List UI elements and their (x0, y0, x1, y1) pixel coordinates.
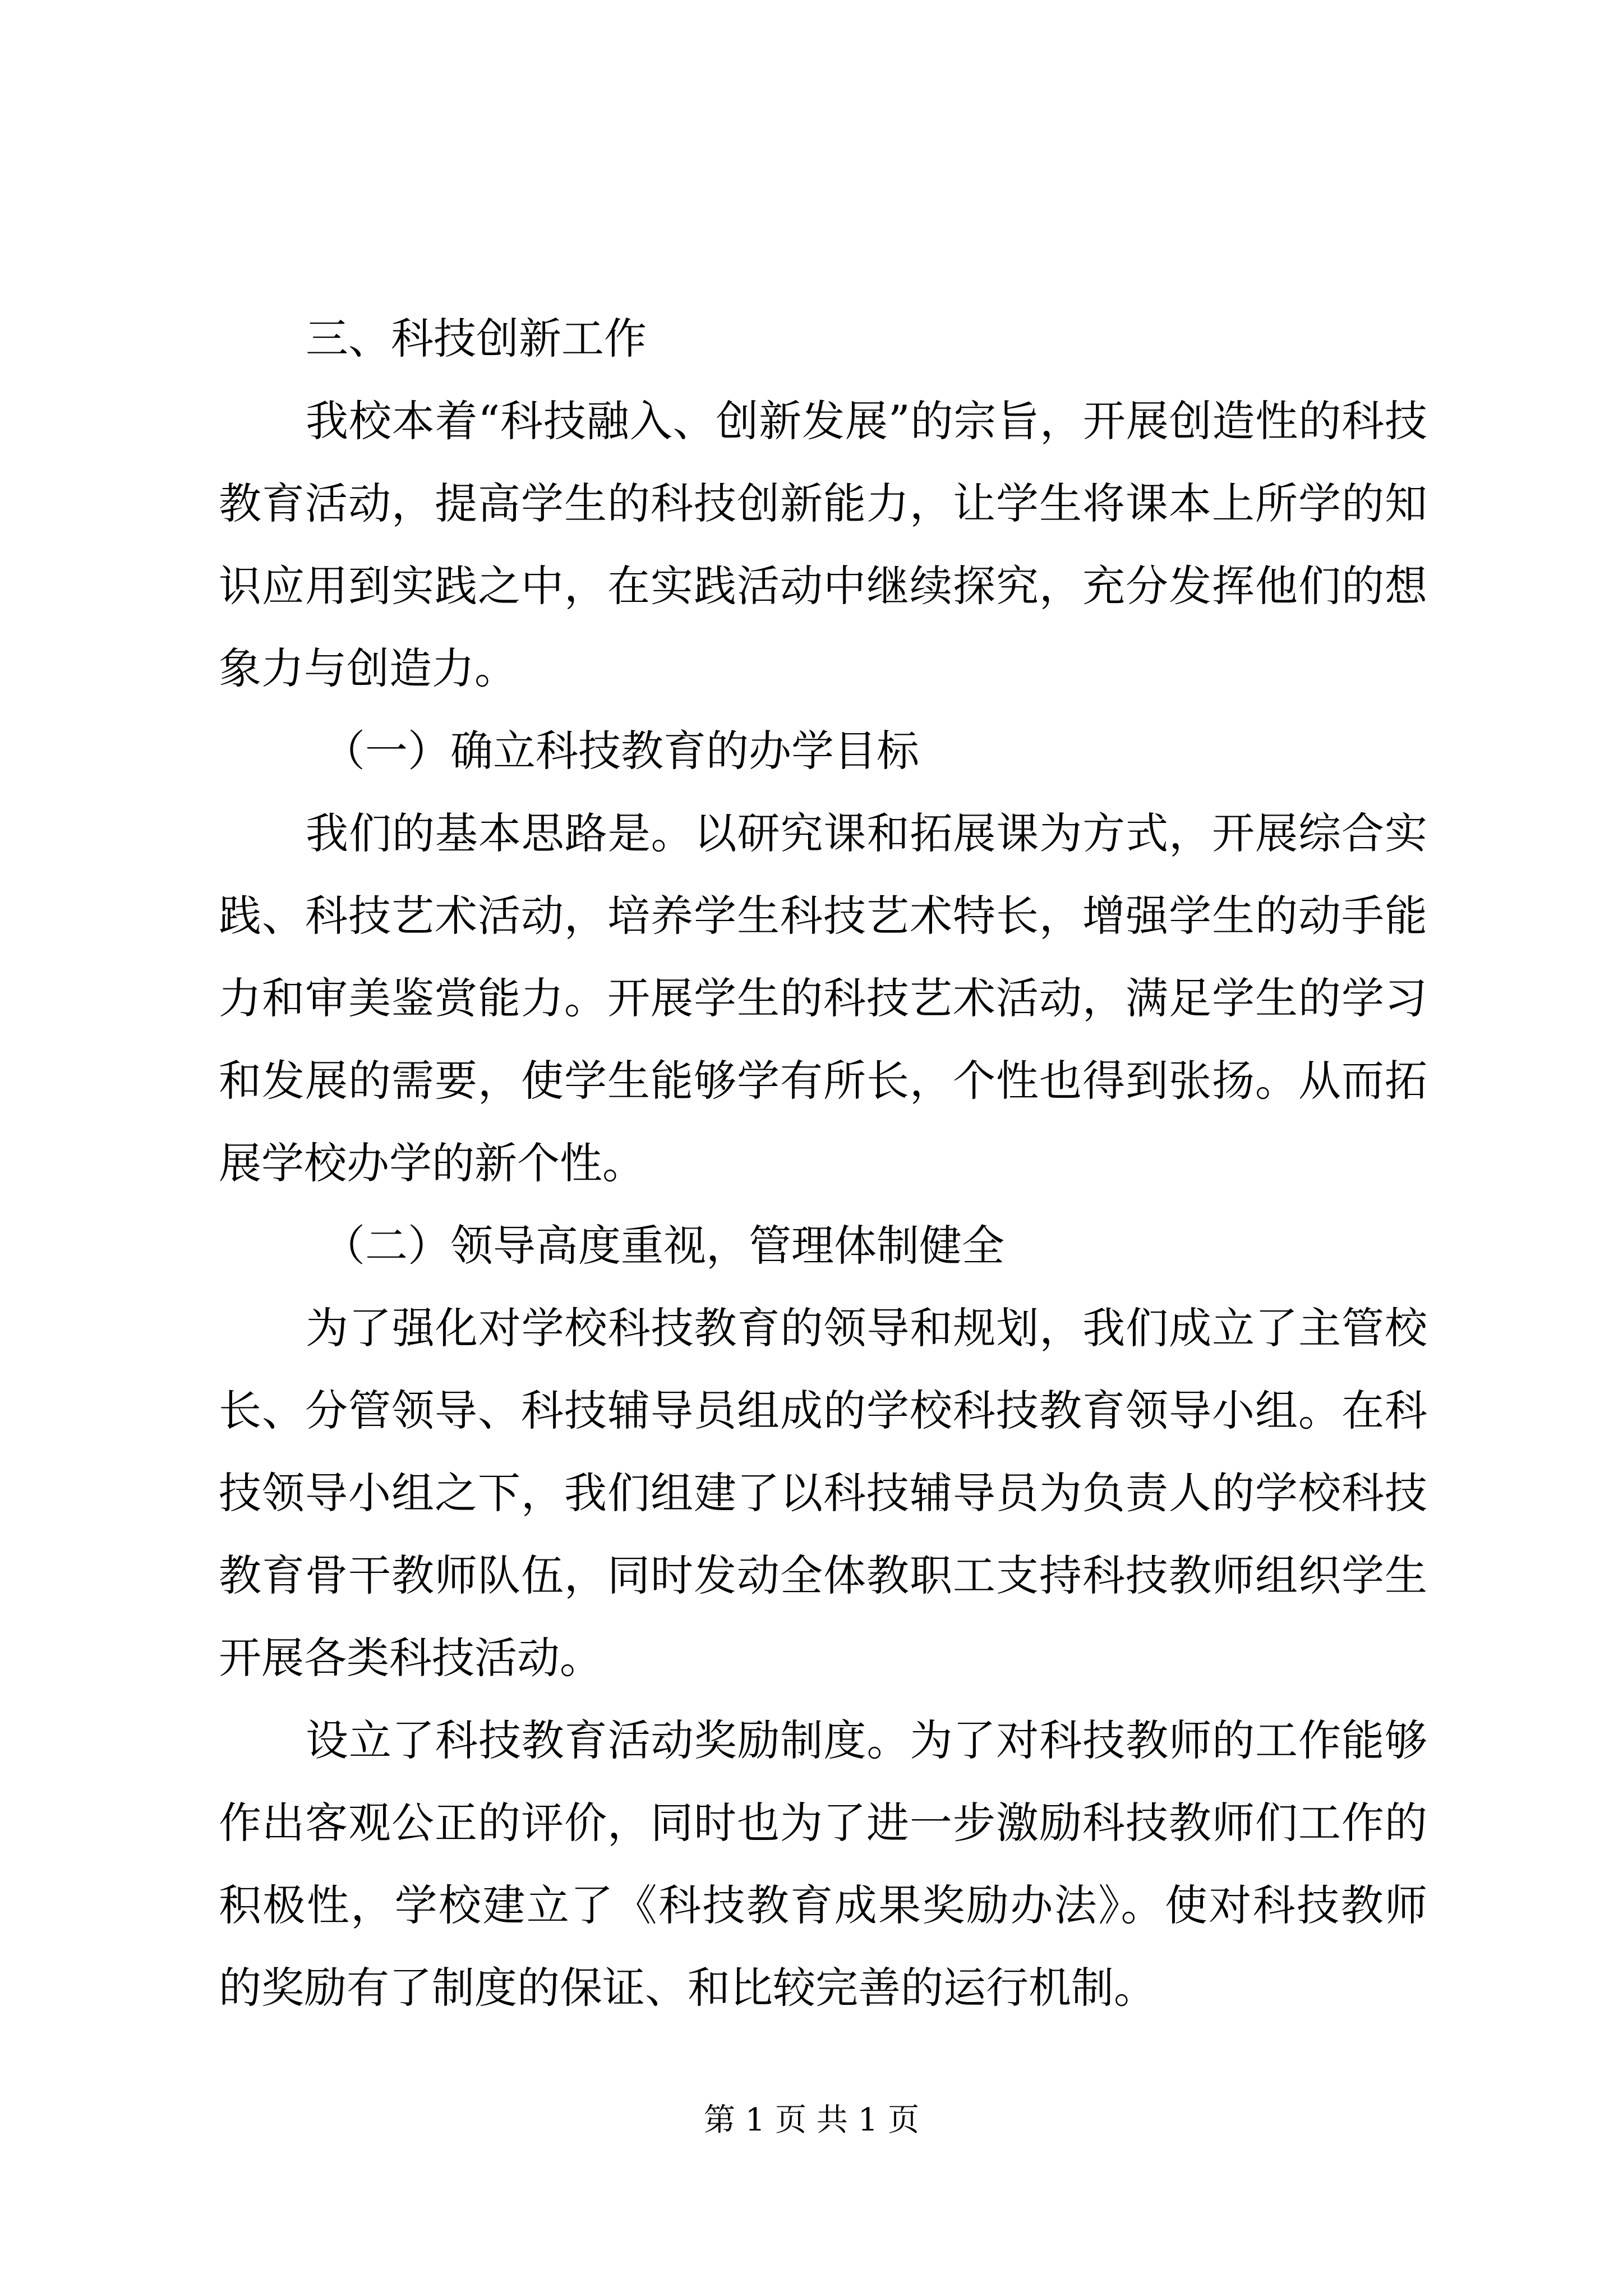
intro-paragraph (219, 380, 1427, 710)
subsection-1-title: （一）确立科技教育的办学目标 (322, 726, 919, 776)
intro-text: 我校本着“科技融入、创新发展”的宗旨，开展创造性的科技教育活动，提高学生的科技创新能力，让学生将课本上所学的知识应用到实践之中，在实践活动中继续探究，充分发挥他们的想象力与创造力。 (219, 396, 1427, 693)
document-body (219, 297, 1427, 2029)
page-footer (0, 2098, 1623, 2143)
section-title: 三、科技创新工作 (306, 314, 647, 364)
subsection-2-body-2: 设立了科技教育活动奖励制度。为了对科技教师的工作能够作出客观公正的评价，同时也为了进一步激励科技教师们工作的积极性，学校建立了《科技教育成果奖励办法》。使对科技教师的奖励有了制度的保证、和比较完善的运行机制。 (219, 1715, 1427, 2013)
subsection-2-body-1: 为了强化对学校科技教育的领导和规划，我们成立了主管校长、分管领导、科技辅导员组成的学校科技教育领导小组。在科技领导小组之下，我们组建了以科技辅导员为负责人的学校科技教育骨干教师队伍，同时发动全体教职工支持科技教师组织学生开展各类科技活动。 (219, 1303, 1427, 1683)
subsection-2-title: （二）领导高度重视，管理体制健全 (322, 1221, 1004, 1271)
subsection-1-body: 我们的基本思路是。以研究课和拓展课为方式，开展综合实践、科技艺术活动，培养学生科技艺术特长，增强学生的动手能力和审美鉴赏能力。开展学生的科技艺术活动，满足学生的学习和发展的需要，使学生能够学有所长，个性也得到张扬。从而拓展学校办学的新个性。 (219, 808, 1427, 1188)
page-number: 第 1 页 共 1 页 (703, 2102, 920, 2138)
